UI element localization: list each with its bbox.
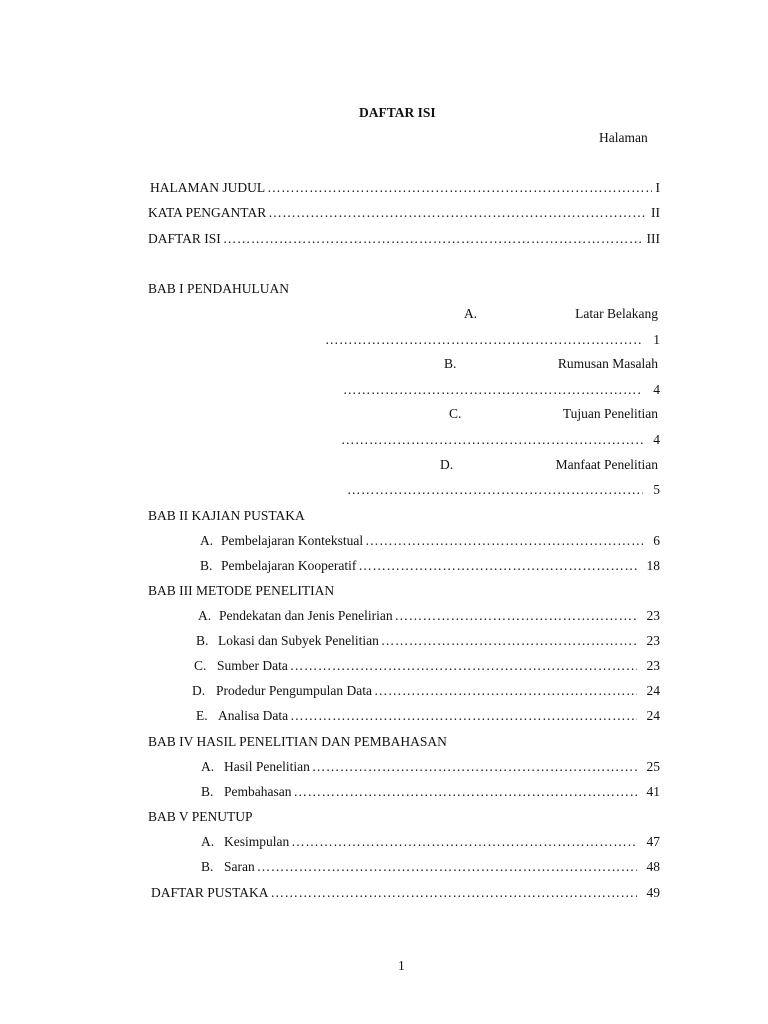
toc-item-letter: D.	[192, 683, 206, 698]
toc-entry-page: 4	[653, 382, 660, 397]
toc-item-letter: D.	[440, 457, 454, 472]
toc-entry-prodedur	[192, 683, 660, 699]
page-number: 1	[398, 958, 405, 973]
toc-entry-label: HALAMAN JUDUL	[150, 180, 266, 195]
toc-entry-label: Sumber Data	[217, 658, 288, 673]
toc-entry-hasil-penelitian	[201, 759, 660, 775]
leader-dots	[358, 558, 636, 574]
leader-dots	[293, 784, 636, 800]
toc-entry-page: 6	[653, 533, 660, 548]
toc-entry-pendekatan	[198, 608, 660, 624]
toc-entry-label: DAFTAR ISI	[148, 231, 221, 246]
toc-entry-label: Saran	[224, 859, 255, 874]
toc-item-label: Rumusan Masalah	[557, 356, 658, 371]
toc-entry-page: 4	[653, 432, 660, 447]
leader-dots	[268, 205, 647, 221]
toc-item-leader-row	[341, 432, 660, 448]
toc-item-letter: B.	[201, 859, 214, 874]
toc-entry-page: 24	[646, 708, 660, 723]
leader-dots	[267, 180, 651, 196]
toc-item-label: Latar Belakang	[575, 306, 658, 321]
toc-entry-label: DAFTAR PUSTAKA	[151, 885, 269, 900]
chapter-heading-bab-1: BAB I PENDAHULUAN	[148, 281, 289, 296]
toc-entry-label: Lokasi dan Subyek Penelitian	[218, 633, 379, 648]
leader-dots	[290, 708, 636, 724]
toc-item-letter: B.	[201, 784, 214, 799]
toc-entry-daftar-pustaka	[151, 885, 660, 901]
toc-entry-page: II	[651, 205, 660, 220]
toc-entry-pembelajaran-kontekstual	[200, 533, 660, 549]
toc-entry-kata-pengantar	[148, 205, 660, 221]
toc-entry-page: 25	[646, 759, 660, 774]
leader-dots	[365, 533, 643, 549]
toc-item-letter: C.	[194, 658, 207, 673]
toc-entry-label: Prodedur Pengumpulan Data	[216, 683, 372, 698]
toc-item-letter: A.	[201, 759, 215, 774]
toc-entry-page: 23	[646, 608, 660, 623]
toc-item-leader-row	[325, 332, 660, 348]
toc-entry-label: Pendekatan dan Jenis Penelirian	[219, 608, 393, 623]
toc-item-label: Manfaat Penelitian	[555, 457, 658, 472]
toc-entry-page: 23	[646, 658, 660, 673]
toc-item-letter: B.	[196, 633, 209, 648]
leader-dots	[291, 834, 636, 850]
toc-title: DAFTAR ISI	[359, 105, 436, 120]
toc-item-letter: E.	[196, 708, 208, 723]
toc-item-leader-row	[347, 482, 660, 498]
leader-dots	[343, 382, 643, 398]
toc-item-letter: B.	[200, 558, 213, 573]
toc-entry-label: Kesimpulan	[224, 834, 290, 849]
toc-entry-page: 5	[653, 482, 660, 497]
toc-entry-page: 49	[646, 885, 660, 900]
chapter-heading-bab-2: BAB II KAJIAN PUSTAKA	[148, 508, 305, 523]
toc-entry-daftar-isi	[148, 231, 660, 247]
toc-entry-page: 47	[646, 834, 660, 849]
page-column-header: Halaman	[599, 130, 648, 145]
toc-entry-label: Pembahasan	[224, 784, 292, 799]
leader-dots	[341, 432, 643, 448]
leader-dots	[325, 332, 643, 348]
toc-entry-sumber-data	[194, 658, 660, 674]
toc-entry-page: 41	[646, 784, 660, 799]
toc-item-letter: A.	[201, 834, 215, 849]
toc-entry-label: Analisa Data	[218, 708, 289, 723]
toc-entry-label: Pembelajaran Kooperatif	[221, 558, 357, 573]
leader-dots	[381, 633, 637, 649]
chapter-heading-bab-4: BAB IV HASIL PENELITIAN DAN PEMBAHASAN	[148, 734, 447, 749]
toc-entry-halaman-judul	[150, 180, 660, 196]
leader-dots	[395, 608, 637, 624]
toc-item-letter: C.	[449, 406, 462, 421]
toc-entry-page: 23	[646, 633, 660, 648]
toc-entry-page: 1	[653, 332, 660, 347]
toc-item-letter: A.	[198, 608, 212, 623]
leader-dots	[312, 759, 637, 775]
toc-entry-page: 24	[646, 683, 660, 698]
leader-dots	[290, 658, 637, 674]
chapter-heading-bab-5: BAB V PENUTUP	[148, 809, 253, 824]
leader-dots	[223, 231, 643, 247]
toc-entry-kesimpulan	[201, 834, 660, 850]
toc-entry-page: III	[646, 231, 660, 246]
toc-entry-saran	[201, 859, 660, 875]
chapter-heading-bab-3: BAB III METODE PENELITIAN	[148, 583, 335, 598]
leader-dots	[347, 482, 643, 498]
toc-entry-page: 18	[646, 558, 660, 573]
toc-entry-page: I	[655, 180, 660, 195]
toc-entry-analisa-data	[196, 708, 660, 724]
toc-item-letter: A.	[464, 306, 478, 321]
toc-entry-label: Hasil Penelitian	[224, 759, 310, 774]
leader-dots	[257, 859, 637, 875]
toc-entry-label: Pembelajaran Kontekstual	[221, 533, 364, 548]
toc-entry-lokasi	[196, 633, 660, 649]
toc-entry-page: 48	[646, 859, 660, 874]
toc-item-letter: B.	[444, 356, 457, 371]
toc-item-letter: A.	[200, 533, 214, 548]
toc-item-leader-row	[343, 382, 660, 398]
leader-dots	[374, 683, 637, 699]
leader-dots	[270, 885, 636, 901]
toc-item-label: Tujuan Penelitian	[562, 406, 658, 421]
toc-entry-label: KATA PENGANTAR	[148, 205, 267, 220]
toc-entry-pembahasan	[201, 784, 660, 800]
toc-entry-pembelajaran-kooperatif	[200, 558, 660, 574]
